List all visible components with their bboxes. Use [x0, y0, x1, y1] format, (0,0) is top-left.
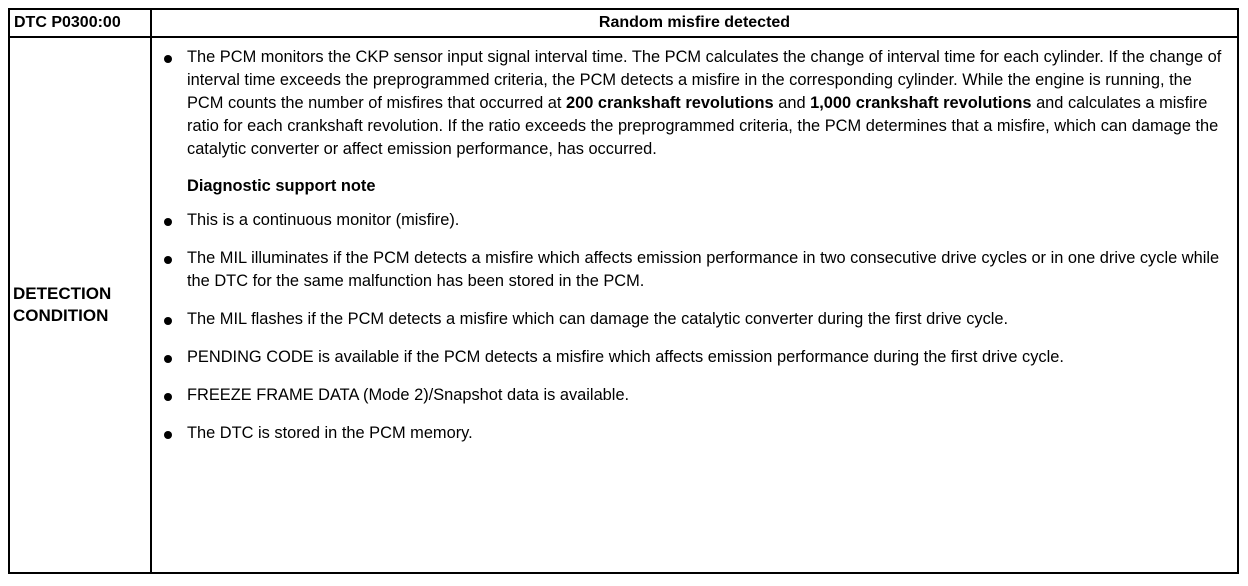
condition-content [151, 37, 1238, 573]
main-bullet-bold-1: 200 crankshaft revolutions [565, 94, 774, 112]
dtc-code: DTC P0300:00 [9, 9, 151, 37]
main-bullet-text-2: and [773, 94, 811, 112]
note-item [187, 209, 1227, 232]
note-item [187, 308, 1227, 331]
note-item [187, 384, 1227, 407]
dtc-title: Random misfire detected [151, 9, 1238, 37]
row-label [9, 37, 151, 573]
bullet-icon [164, 256, 172, 264]
note-item [187, 247, 1227, 293]
main-bullet-bold-2: 1,000 crankshaft revolutions [810, 94, 1032, 112]
note-text: PENDING CODE is available if the PCM detects a misfire which affects emission performance during the first drive cycle. [187, 348, 1064, 366]
table-header-row [9, 9, 1238, 37]
bullet-icon [164, 55, 172, 63]
bullet-icon [164, 317, 172, 325]
note-heading: Diagnostic support note [187, 177, 376, 195]
dtc-table [8, 8, 1239, 574]
bullet-icon [164, 218, 172, 226]
bullet-icon [164, 355, 172, 363]
row-label-line1: DETECTION [13, 284, 112, 303]
note-text: The DTC is stored in the PCM memory. [187, 424, 473, 442]
note-item [187, 422, 1227, 445]
main-bullet [187, 46, 1227, 161]
note-text: FREEZE FRAME DATA (Mode 2)/Snapshot data is available. [187, 386, 630, 404]
row-label-line2: CONDITION [13, 306, 109, 325]
main-bullet-text-1: The PCM monitors the CKP sensor input signal interval time. The PCM calculates the change of interval time for each cylinder. If the change of interval time exceeds the preprogrammed criteria, the PCM detects a misfire in the corresponding cylinder. While the engine is running, the PCM counts the number of misfires that occurred at [187, 48, 1222, 112]
detection-condition-row [9, 37, 1238, 573]
note-text: The MIL illuminates if the PCM detects a misfire which affects emission performance in two consecutive drive cycles or in one drive cycle while the DTC for the same malfunction has been stored in the PCM. [187, 249, 1220, 290]
bullet-icon [164, 393, 172, 401]
bullet-icon [164, 431, 172, 439]
note-text: The MIL flashes if the PCM detects a misfire which can damage the catalytic converter during the first drive cycle. [187, 310, 1009, 328]
note-item [187, 346, 1227, 369]
note-text: This is a continuous monitor (misfire). [187, 211, 460, 229]
main-bullet-text-3: and calculates a misfire ratio for each crankshaft revolution. If the ratio exceeds the preprogrammed criteria, the PCM determines that a misfire, which can damage the catalytic converter or affect emission performance, has occurred. [187, 94, 1219, 158]
